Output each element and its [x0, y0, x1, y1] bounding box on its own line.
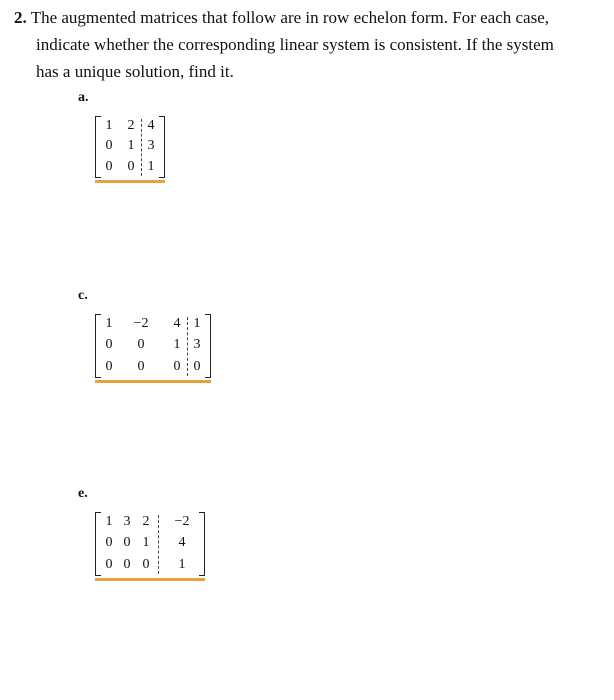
matrix-a-cell-2-3: 3: [147, 138, 155, 153]
matrix-c-cell-3-3: 0: [173, 359, 181, 374]
matrix-e-cell-3-3: 0: [142, 557, 150, 572]
matrix-c-cell-1-4: 1: [193, 316, 201, 331]
part-c-label: c.: [78, 288, 88, 303]
matrix-e: [95, 510, 205, 581]
matrix-e-augment-bar: [158, 515, 159, 574]
matrix-c: [95, 312, 211, 383]
matrix-c-cell-1-3: 4: [173, 316, 181, 331]
problem-line-3: has a unique solution, find it.: [36, 62, 234, 81]
matrix-c-cell-3-2: 0: [137, 359, 145, 374]
matrix-a-augment-bar: [141, 119, 142, 176]
matrix-c-cell-1-1: 1: [105, 316, 113, 331]
matrix-a-cell-3-1: 0: [105, 159, 113, 174]
part-e-label: e.: [78, 486, 88, 501]
problem-line-2: indicate whether the corresponding linear system is consistent. If the system: [36, 35, 554, 54]
matrix-a-cell-1-3: 4: [147, 118, 155, 133]
matrix-a-cell-3-3: 1: [147, 159, 155, 174]
matrix-c-cell-2-3: 1: [173, 337, 181, 352]
matrix-a-cell-1-1: 1: [105, 118, 113, 133]
matrix-e-cell-2-4: 4: [178, 535, 186, 550]
problem-line-1: [14, 4, 604, 31]
matrix-e-cell-2-2: 0: [123, 535, 131, 550]
matrix-e-cell-1-2: 3: [123, 514, 131, 529]
matrix-a-cell-1-2: 2: [127, 118, 135, 133]
part-a-label: a.: [78, 90, 89, 105]
matrix-e-cell-1-3: 2: [142, 514, 150, 529]
matrix-a: [95, 114, 165, 183]
matrix-a-cell-2-2: 1: [127, 138, 135, 153]
matrix-c-augment-bar: [187, 317, 188, 376]
matrix-a-grid: [95, 114, 165, 180]
matrix-e-cell-3-1: 0: [105, 557, 113, 572]
matrix-e-cell-3-4: 1: [178, 557, 186, 572]
matrix-c-cell-3-4: 0: [193, 359, 201, 374]
matrix-e-cell-3-2: 0: [123, 557, 131, 572]
matrix-e-cell-2-1: 0: [105, 535, 113, 550]
matrix-e-cell-2-3: 1: [142, 535, 150, 550]
problem-text-1: The augmented matrices that follow are in row echelon form. For each case,: [30, 8, 549, 27]
matrix-a-cell-3-2: 0: [127, 159, 135, 174]
matrix-c-cell-3-1: 0: [105, 359, 113, 374]
matrix-e-grid: [95, 510, 205, 578]
matrix-a-cell-2-1: 0: [105, 138, 113, 153]
matrix-c-cell-2-4: 3: [193, 337, 201, 352]
matrix-e-cell-1-4: −2: [174, 514, 190, 529]
matrix-e-cell-1-1: 1: [105, 514, 113, 529]
matrix-c-cell-1-2: −2: [133, 316, 149, 331]
problem-number: 2.: [14, 8, 27, 27]
matrix-c-cell-2-1: 0: [105, 337, 113, 352]
matrix-c-cell-2-2: 0: [137, 337, 145, 352]
matrix-c-grid: [95, 312, 211, 380]
problem-statement: [14, 4, 604, 85]
